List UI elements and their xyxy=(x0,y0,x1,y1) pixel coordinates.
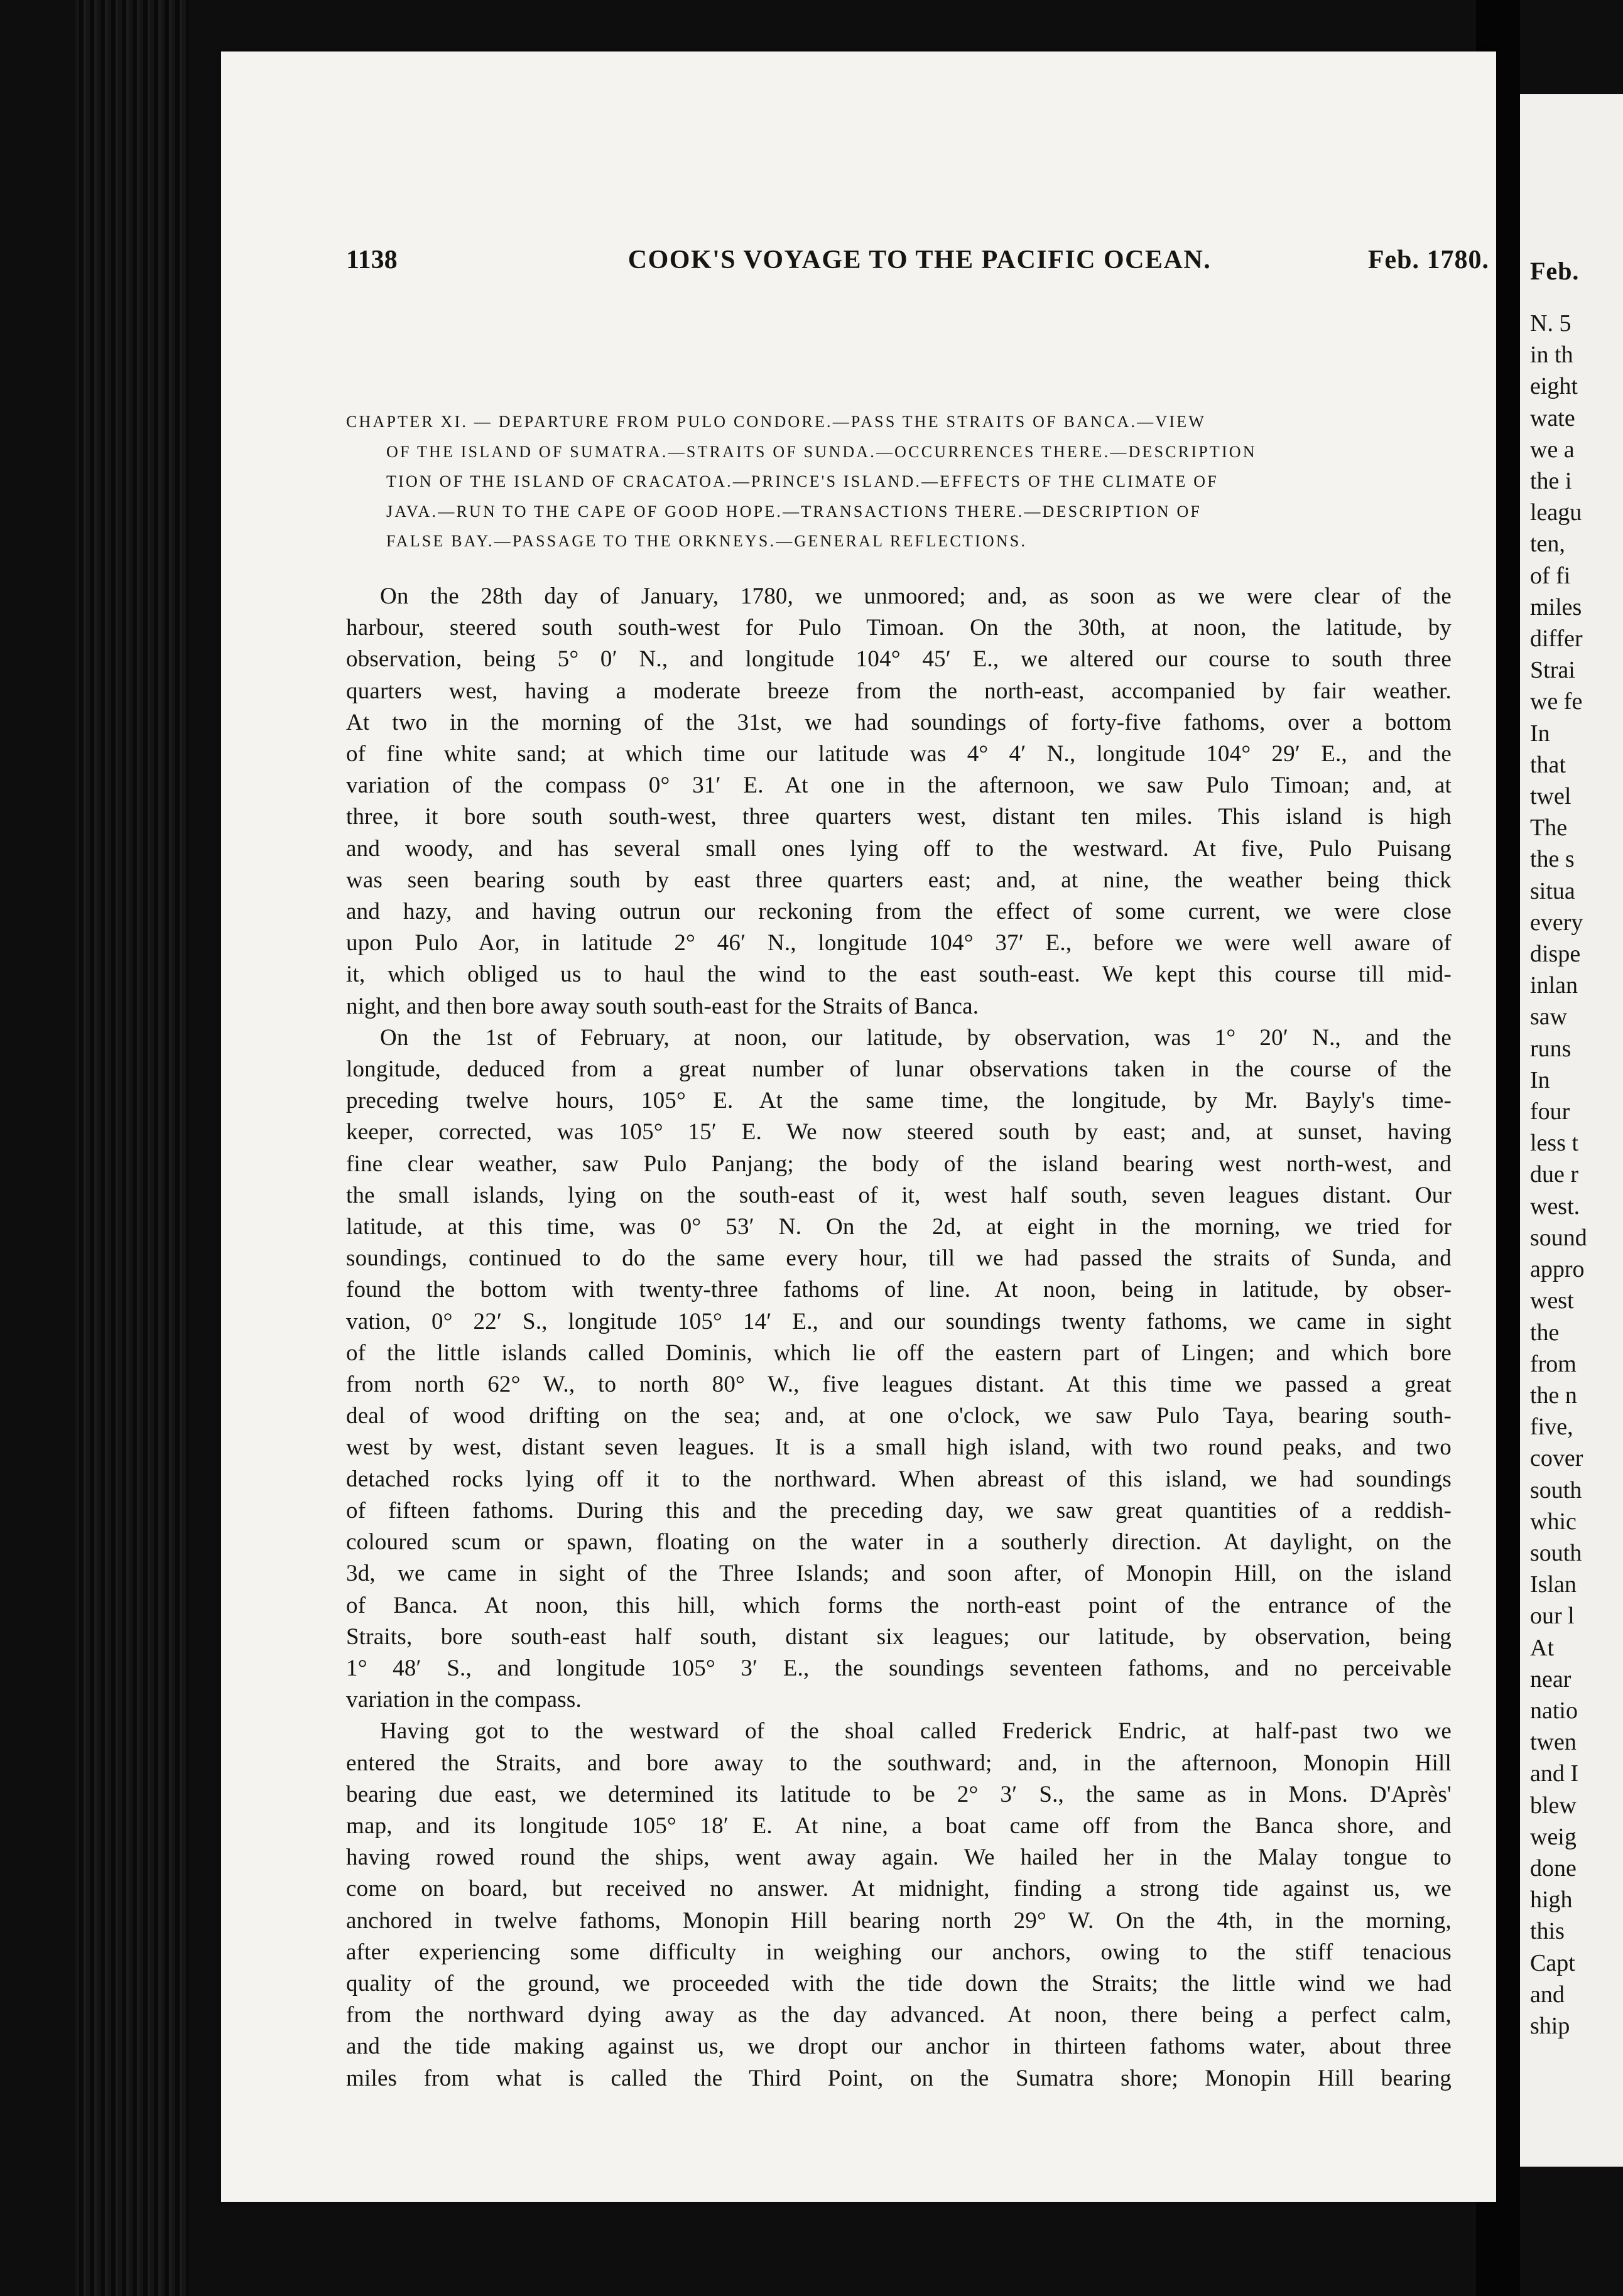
paragraph-3-line: from the northward dying away as the day advanced. At noon, there being a perfect calm, xyxy=(346,2002,1452,2028)
chapter-heading xyxy=(346,407,1452,556)
paragraph-2-line: latitude, at this time, was 0° 53′ N. On the 2d, at eight in the morning, we tried for xyxy=(346,1214,1452,1240)
adjacent-page-line: In xyxy=(1530,720,1550,747)
body-text xyxy=(346,581,1452,2094)
paragraph-2-line: from north 62° W., to north 80° W., five leagues distant. At this time we passed a great xyxy=(346,1372,1452,1398)
paragraph-3-line: map, and its longitude 105° 18′ E. At nine, a boat came off from the Banca shore, and xyxy=(346,1812,1452,1839)
adjacent-page-line: five, xyxy=(1530,1414,1573,1441)
paragraph-2-line: of Banca. At noon, this hill, which forms the north-east point of the entrance of the xyxy=(346,1592,1452,1618)
paragraph-1-line: upon Pulo Aor, in latitude 2° 46′ N., longitude 104° 37′ E., before we were well aware of xyxy=(346,930,1452,956)
adjacent-page-line: south xyxy=(1530,1476,1582,1503)
adjacent-page-line: near xyxy=(1530,1665,1571,1692)
adjacent-page-line: natio xyxy=(1530,1697,1578,1724)
adjacent-page-line: whic xyxy=(1530,1508,1577,1535)
paragraph-2-line: longitude, deduced from a great number of lunar observations taken in the course of the xyxy=(346,1056,1452,1083)
adjacent-page-line: The xyxy=(1530,815,1568,842)
paragraph-2-line: soundings, continued to do the same every hour, till we had passed the straits of Sunda, and xyxy=(346,1245,1452,1272)
adjacent-page-line: we fe xyxy=(1530,688,1583,715)
running-date: Feb. 1780. xyxy=(1367,246,1489,274)
adjacent-page-line: differ xyxy=(1530,625,1583,653)
adjacent-page-line: high xyxy=(1530,1887,1573,1914)
adjacent-page-line: ten, xyxy=(1530,531,1565,558)
adjacent-page-line: N. 5 xyxy=(1530,310,1571,337)
paragraph-2-line: deal of wood drifting on the sea; and, at one o'clock, we saw Pulo Taya, bearing south- xyxy=(346,1403,1452,1429)
chapter-heading-line: JAVA.—RUN TO THE CAPE OF GOOD HOPE.—TRANSACTIONS THERE.—DESCRIPTION OF xyxy=(386,502,1202,521)
adjacent-page-line: the n xyxy=(1530,1382,1577,1409)
paragraph-2-line: preceding twelve hours, 105° E. At the same time, the longitude, by Mr. Bayly's time- xyxy=(346,1088,1452,1114)
adjacent-page-line: the i xyxy=(1530,468,1572,495)
paragraph-3-line: come on board, but received no answer. At midnight, finding a strong tide against us, we xyxy=(346,1876,1452,1902)
paragraph-3-line: having rowed round the ships, went away again. We hailed her in the Malay tongue to xyxy=(346,1844,1452,1871)
adjacent-page-line: eight xyxy=(1530,373,1578,400)
paragraph-2-line: 3d, we came in sight of the Three Islands; and soon after, of Monopin Hill, on the island xyxy=(346,1561,1452,1587)
paragraph-2-line: found the bottom with twenty-three fathoms of line. At noon, being in latitude, by obser- xyxy=(346,1277,1452,1303)
paragraph-3-line: Having got to the westward of the shoal called Frederick Endric, at half-past two we xyxy=(380,1718,1452,1745)
adjacent-page-line: from xyxy=(1530,1350,1577,1377)
adjacent-page-line: the s xyxy=(1530,846,1575,873)
paragraph-2-line: Straits, bore south-east half south, distant six leagues; our latitude, by observation, being xyxy=(346,1623,1452,1650)
paragraph-2-line: variation in the compass. xyxy=(346,1687,582,1713)
adjacent-page-line: Capt xyxy=(1530,1949,1575,1976)
adjacent-page-line: weig xyxy=(1530,1823,1577,1850)
adjacent-page-running-head: Feb. xyxy=(1530,257,1580,285)
adjacent-page-line: wate xyxy=(1530,404,1575,431)
adjacent-page-line: ship xyxy=(1530,2012,1570,2039)
adjacent-page-line: At xyxy=(1530,1634,1554,1661)
paragraph-1-line: and hazy, and having outrun our reckoning from the effect of some current, we were close xyxy=(346,899,1452,925)
adjacent-page-fragment xyxy=(1520,94,1623,2167)
adjacent-page-line: miles xyxy=(1530,593,1582,620)
adjacent-page-text xyxy=(1530,308,1587,2042)
paragraph-1-line: quarters west, having a moderate breeze from the north-east, accompanied by fair weather. xyxy=(346,678,1452,704)
adjacent-page-line: our l xyxy=(1530,1603,1575,1630)
adjacent-page-line: appro xyxy=(1530,1256,1585,1283)
paragraph-3-line: after experiencing some difficulty in weighing our anchors, owing to the stiff tenacious xyxy=(346,1939,1452,1965)
paragraph-1-line: At two in the morning of the 31st, we had soundings of forty-five fathoms, over a bottom xyxy=(346,709,1452,735)
paragraph-2-line: of fifteen fathoms. During this and the preceding day, we saw great quantities of a reddish- xyxy=(346,1497,1452,1524)
scan-dark-border-left xyxy=(75,0,188,2296)
running-title: COOK'S VOYAGE TO THE PACIFIC OCEAN. xyxy=(627,246,1212,274)
paragraph-1-line: three, it bore south south-west, three quarters west, distant ten miles. This island is high xyxy=(346,804,1452,830)
paragraph-3-line: entered the Straits, and bore away to the southward; and, in the afternoon, Monopin Hill xyxy=(346,1750,1452,1776)
paragraph-3-line: bearing due east, we determined its latitude to be 2° 3′ S., the same as in Mons. D'Après' xyxy=(346,1781,1452,1807)
adjacent-page-line: twel xyxy=(1530,783,1571,810)
paragraph-2-line: fine clear weather, saw Pulo Panjang; the body of the island bearing west north-west, and xyxy=(346,1151,1452,1177)
adjacent-page-line: west xyxy=(1530,1287,1574,1314)
adjacent-page-line: blew xyxy=(1530,1792,1577,1819)
adjacent-page-line: dispe xyxy=(1530,941,1581,968)
adjacent-page-line: that xyxy=(1530,751,1566,778)
adjacent-page-line: leagu xyxy=(1530,499,1582,526)
paragraph-1-line: night, and then bore away south south-east for the Straits of Banca. xyxy=(346,993,979,1019)
adjacent-page-line: this xyxy=(1530,1918,1565,1945)
book-page xyxy=(221,51,1496,2202)
paragraph-1-line: was seen bearing south by east three quarters east; and, at nine, the weather being thick xyxy=(346,867,1452,893)
adjacent-page-line: Strai xyxy=(1530,657,1575,684)
adjacent-page-line: saw xyxy=(1530,1004,1568,1031)
adjacent-page-line: twen xyxy=(1530,1729,1577,1756)
paragraph-1-line: it, which obliged us to haul the wind to the east south-east. We kept this course till mid- xyxy=(346,961,1452,988)
adjacent-page-line: the xyxy=(1530,1319,1560,1346)
chapter-heading-line: FALSE BAY.—PASSAGE TO THE ORKNEYS.—GENERAL REFLECTIONS. xyxy=(386,532,1028,550)
paragraph-3-line: anchored in twelve fathoms, Monopin Hill bearing north 29° W. On the 4th, in the morning, xyxy=(346,1907,1452,1934)
paragraph-2-line: 1° 48′ S., and longitude 105° 3′ E., the soundings seventeen fathoms, and no perceivable xyxy=(346,1655,1452,1681)
adjacent-page-line: inlan xyxy=(1530,972,1578,999)
chapter-heading-line: OF THE ISLAND OF SUMATRA.—STRAITS OF SUNDA.—OCCURRENCES THERE.—DESCRIPTION xyxy=(386,442,1257,461)
paragraph-2-line: keeper, corrected, was 105° 15′ E. We now steered south by east; and, at sunset, having xyxy=(346,1119,1452,1145)
paragraph-2-line: On the 1st of February, at noon, our latitude, by observation, was 1° 20′ N., and the xyxy=(380,1024,1452,1051)
running-head xyxy=(346,245,1493,283)
adjacent-page-line: less t xyxy=(1530,1130,1579,1157)
chapter-heading-line: CHAPTER XI. — DEPARTURE FROM PULO CONDORE.—PASS THE STRAITS OF BANCA.—VIEW xyxy=(346,413,1207,431)
paragraph-2-line: vation, 0° 22′ S., longitude 105° 14′ E., and our soundings twenty fathoms, we came in sight xyxy=(346,1308,1452,1335)
page-number: 1138 xyxy=(346,246,398,274)
paragraph-1-line: observation, being 5° 0′ N., and longitude 104° 45′ E., we altered our course to south three xyxy=(346,646,1452,673)
adjacent-page-line: In xyxy=(1530,1066,1550,1093)
chapter-heading-line: TION OF THE ISLAND OF CRACATOA.—PRINCE'S ISLAND.—EFFECTS OF THE CLIMATE OF xyxy=(386,472,1219,490)
adjacent-page-line: done xyxy=(1530,1855,1577,1882)
adjacent-page-line: Islan xyxy=(1530,1571,1577,1598)
paragraph-2-line: west by west, distant seven leagues. It is a small high island, with two round peaks, and two xyxy=(346,1434,1452,1461)
adjacent-page-line: and xyxy=(1530,1981,1565,2008)
paragraph-2-line: coloured scum or spawn, floating on the water in a southerly direction. At daylight, on the xyxy=(346,1529,1452,1556)
adjacent-page-line: every xyxy=(1530,909,1583,936)
adjacent-page-line: west. xyxy=(1530,1193,1580,1220)
adjacent-page-line: four xyxy=(1530,1098,1570,1125)
paragraph-2-line: the small islands, lying on the south-east of it, west half south, seven leagues distant. Our xyxy=(346,1182,1452,1208)
adjacent-page-line: and I xyxy=(1530,1760,1579,1787)
paragraph-1-line: On the 28th day of January, 1780, we unmoored; and, as soon as we were clear of the xyxy=(380,583,1452,609)
adjacent-page-line: situa xyxy=(1530,877,1575,904)
adjacent-page-line: in th xyxy=(1530,342,1573,369)
paragraph-1-line: of fine white sand; at which time our latitude was 4° 4′ N., longitude 104° 29′ E., and the xyxy=(346,741,1452,767)
paragraph-1-line: harbour, steered south south-west for Pulo Timoan. On the 30th, at noon, the latitude, by xyxy=(346,615,1452,641)
paragraph-1-line: and woody, and has several small ones lying off to the westward. At five, Pulo Puisang xyxy=(346,835,1452,862)
adjacent-page-line: cover xyxy=(1530,1445,1583,1472)
paragraph-1-line: variation of the compass 0° 31′ E. At one in the afternoon, we saw Pulo Timoan; and, at xyxy=(346,772,1452,799)
adjacent-page-line: due r xyxy=(1530,1161,1579,1188)
paragraph-3-line: quality of the ground, we proceeded with the tide down the Straits; the little wind we had xyxy=(346,1970,1452,1996)
adjacent-page-line: runs xyxy=(1530,1035,1571,1062)
paragraph-3-line: and the tide making against us, we dropt our anchor in thirteen fathoms water, about three xyxy=(346,2033,1452,2060)
adjacent-page-line: of fi xyxy=(1530,562,1571,589)
adjacent-page-line: south xyxy=(1530,1539,1582,1566)
paragraph-2-line: of the little islands called Dominis, which lie off the eastern part of Lingen; and which bore xyxy=(346,1340,1452,1366)
adjacent-page-line: sound xyxy=(1530,1224,1587,1251)
adjacent-page-line: we a xyxy=(1530,436,1575,463)
paragraph-2-line: detached rocks lying off it to the northward. When abreast of this island, we had soundings xyxy=(346,1466,1452,1492)
paragraph-3-line: miles from what is called the Third Point, on the Sumatra shore; Monopin Hill bearing xyxy=(346,2065,1452,2091)
